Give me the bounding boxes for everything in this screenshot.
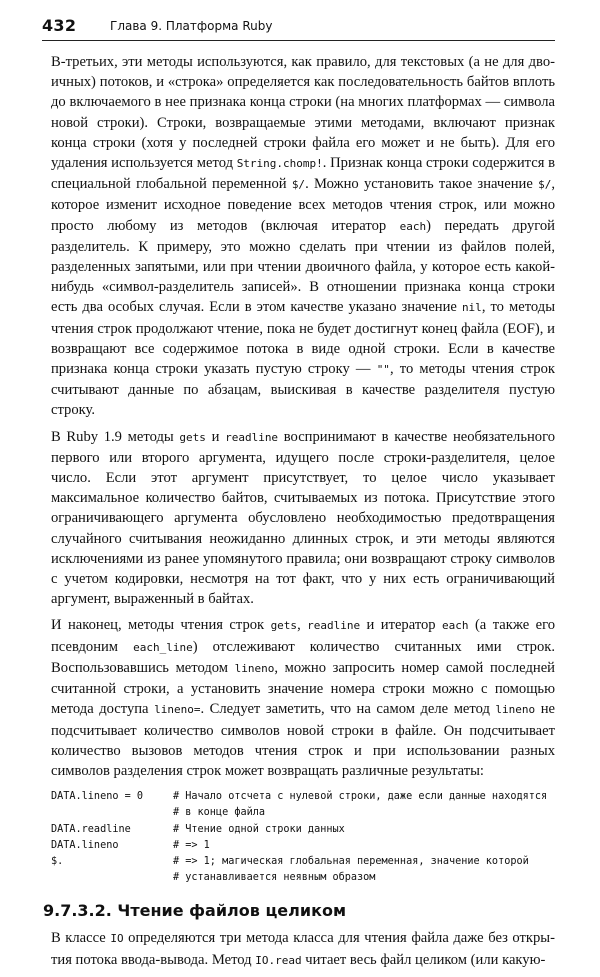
inline-code: nil: [461, 301, 482, 315]
inline-code: gets: [270, 619, 298, 633]
section-heading: 9.7.3.2. Чтение файлов целиком: [43, 901, 347, 921]
page-header: [42, 16, 555, 41]
inline-code: lineno=: [154, 703, 201, 717]
paragraph: В Ruby 1.9 методы gets и readline воспринимают в качестве необязательного первого или второго аргумента, идущего после строки-разделителя, целое число. Если этот аргумент присутствует, то целое число указывает максимальное количество байтов, считываемых из потока. Присутствие этого ограничивающего аргумента обусловлено необходимостью предотвращения случайного считывания неожиданно длинных строк, и эти методы являются исключениями из ранее упомянутого правила; они возвращают строку символов с учетом кодировки, несмотря на тот факт, что у них есть ограничивающий аргумент, выраженный в байтах.: [51, 428, 556, 608]
code-line: [51, 822, 555, 838]
code-comment: # => 1; магическая глобальная переменная, значение которой: [173, 855, 529, 867]
code-comment: # устанавливается неявным образом: [173, 872, 376, 884]
inline-code: IO.read: [255, 953, 302, 967]
code-line: [51, 838, 555, 854]
code-line: [51, 789, 555, 805]
code-line: [51, 870, 555, 886]
page-content: [43, 52, 556, 977]
code-comment: # => 1: [173, 839, 210, 851]
paragraph: И наконец, методы чтения строк gets, readline и итератор each (а также его псевдоним each_line) отслеживают количество считанных ими строк. Воспользовавшись методом lineno, можно запросить номер самой последней считанной строки, а установить значение номера строки можно с помощью метода доступа lineno=. Следует заметить, что на самом деле метод lineno не подсчитывает количество символов новой строки в файле. Он подсчитывает количество вызовов методов чтения строк и при использовании разных символов разделения строк может возвращать различные результаты:: [51, 617, 556, 779]
code-comment: # в конце файла: [173, 807, 266, 819]
inline-code: String.chomp!: [236, 157, 323, 171]
inline-code: lineno: [495, 703, 536, 717]
code-line: [51, 854, 555, 870]
code-block: [51, 789, 555, 886]
paragraph: В-третьих, эти методы используются, как правило, для текстовых (а не для двоичных) потоков, и «строка» определяется как последовательность байтов вплоть до включаемого в нее признака конца строки (на многих платформах — символа новой строки). Строки, возвращаемые этими методами, включают признак конца строки (хотя у последней строки файла его может и не быть). Для его удаления используется метод String.chomp!. Признак конца строки содержится в специальной глобальной переменной $/. Можно установить такое значение $/, которое изменит исходное поведение всех методов чтения строк, или можно просто любому из методов (включая итератор each) передать другой разделитель. К примеру, это можно сделать при чтении из файлов полей, разделенных запятыми, или при чтении двоичного файла, у которое есть какой-нибудь «символ-разделитель записей». В отношении признака конца строки есть два особых случая. Если в этом качестве указано значение nil, то методы чтения строк продолжают чтение, пока не будет достигнут конец файла (EOF), и возвращают все содержимое потока в виде одной строки. Если в качестве признака конца строки указать пустую строку — "", то методы чтения строк считывают данные по абзацам, выискивая в качестве разделителя пустую строку.: [51, 54, 555, 419]
page-number: 432: [42, 16, 77, 35]
inline-code: readline: [307, 619, 361, 633]
paragraph: В классе IO определяются три метода класса для чтения файла даже без открытия потока ввода-вывода. Метод IO.read читает весь файл целиком (или какую-: [51, 930, 555, 968]
inline-code: lineno: [234, 661, 275, 675]
code-statement: DATA.lineno: [51, 839, 119, 851]
inline-code: IO: [110, 932, 124, 946]
inline-code: $/: [538, 178, 552, 192]
inline-code: $/: [291, 178, 306, 192]
code-statement: [51, 870, 173, 886]
inline-code: each_line: [133, 640, 193, 654]
inline-code: "": [376, 363, 390, 377]
code-line: [51, 805, 555, 821]
code-statement: $.: [51, 855, 64, 867]
code-statement: DATA.readline: [51, 823, 131, 835]
running-head: Глава 9. Платформа Ruby: [110, 19, 273, 33]
code-comment: # Начало отсчета с нулевой строки, даже если данные находятся: [173, 791, 548, 803]
code-statement: [51, 805, 173, 821]
inline-code: readline: [225, 430, 279, 444]
inline-code: each: [442, 619, 469, 633]
inline-code: gets: [179, 430, 206, 444]
inline-code: each: [399, 219, 427, 233]
code-comment: # Чтение одной строки данных: [173, 823, 345, 835]
code-statement: DATA.lineno = 0: [51, 791, 144, 803]
